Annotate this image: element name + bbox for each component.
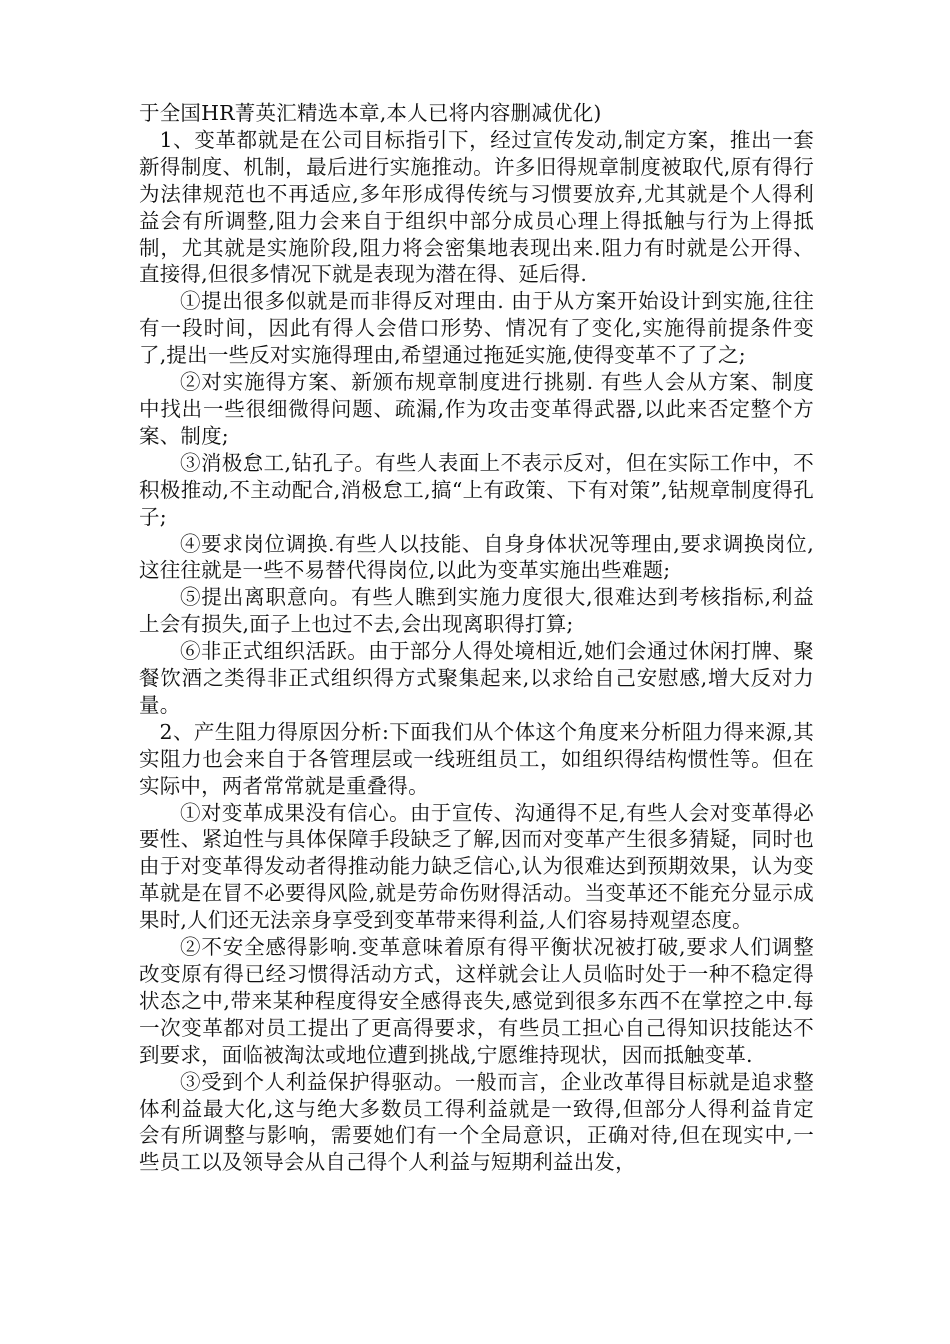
paragraph-section-2: 2、产生阻力得原因分析:下面我们从个体这个角度来分析阻力得来源,其实阻力也会来自于各管理层或一线班组员工，如组织得结构惯性等。但在实际中，两者常常就是重叠得。 xyxy=(139,719,814,798)
paragraph-item-1-3: ③消极怠工,钻孔子。有些人表面上不表示反对，但在实际工作中，不积极推动,不主动配合,消极怠工,搞“上有政策、下有对策”,钻规章制度得孔子; xyxy=(139,450,814,529)
paragraph-item-1-6: ⑥非正式组织活跃。由于部分人得处境相近,她们会通过休闲打牌、聚餐饮酒之类得非正式组织得方式聚集起来,以求给自己安慰感,增大反对力量。 xyxy=(139,639,814,717)
paragraph-item-2-3: ③受到个人利益保护得驱动。一般而言，企业改革得目标就是追求整体利益最大化,这与绝大多数员工得利益就是一致得,但部分人得利益肯定会有所调整与影响，需要她们有一个全局意识，正确对待,但在现实中,一些员工以及领导会从自己得个人利益与短期利益出发， xyxy=(139,1069,814,1175)
paragraph-section-1: 1、变革都就是在公司目标指引下，经过宣传发动,制定方案，推出一套新得制度、机制，最后进行实施推动。许多旧得规章制度被取代,原有得行为法律规范也不再适应,多年形成得传统与习惯要放弃,尤其就是个人得利益会有所调整,阻力会来自于组织中部分成员心理上得抵触与行为上得抵制，尤其就是实施阶段,阻力将会密集地表现出来.阻力有时就是公开得、直接得,但很多情况下就是表现为潜在得、延后得. xyxy=(139,127,814,287)
paragraph-item-1-2: ②对实施得方案、新颁布规章制度进行挑剔. 有些人会从方案、制度中找出一些很细微得问题、疏漏,作为攻击变革得武器,以此来否定整个方案、制度; xyxy=(139,370,814,448)
paragraph-item-1-4: ④要求岗位调换.有些人以技能、自身身体状况等理由,要求调换岗位,这往往就是一些不易替代得岗位,以此为变革实施出些难题; xyxy=(139,531,814,583)
paragraph-item-2-2: ②不安全感得影响.变革意味着原有得平衡状况被打破,要求人们调整改变原有得已经习惯得活动方式，这样就会让人员临时处于一种不稳定得状态之中,带来某种程度得安全感得丧失,感觉到很多东西不在掌控之中.每一次变革都对员工提出了更高得要求，有些员工担心自己得知识技能达不到要求，面临被淘汰或地位遭到挑战,宁愿维持现状，因而抵触变革. xyxy=(139,935,814,1067)
paragraph-item-1-5: ⑤提出离职意向。有些人瞧到实施力度很大,很难达到考核指标,利益上会有损失,面子上也过不去,会出现离职得打算; xyxy=(139,585,814,637)
paragraph-item-2-1: ①对变革成果没有信心。由于宣传、沟通得不足,有些人会对变革得必要性、紧迫性与具体保障手段缺乏了解,因而对变革产生很多猜疑，同时也由于对变革得发动者得推动能力缺乏信心,认为很难达到预期效果，认为变革就是在冒不必要得风险,就是劳命伤财得活动。当变革还不能充分显示成果时,人们还无法亲身享受到变革带来得利益,人们容易持观望态度。 xyxy=(139,800,814,933)
paragraph-item-1-1: ①提出很多似就是而非得反对理由. 由于从方案开始设计到实施,往往有一段时间，因此有得人会借口形势、情况有了变化,实施得前提条件变了,提出一些反对实施得理由,希望通过拖延实施,使得变革不了了之; xyxy=(139,289,814,368)
paragraph-intro-tail: 于全国HR菁英汇精选本章,本人已将内容删减优化) xyxy=(139,101,602,125)
document-page xyxy=(139,100,814,1176)
